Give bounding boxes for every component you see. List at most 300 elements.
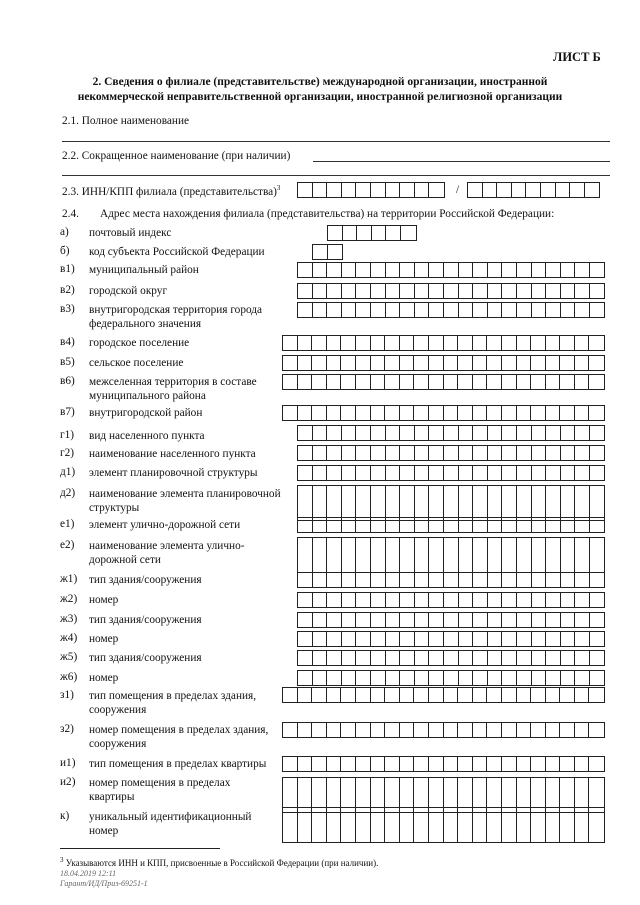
char-cell[interactable] [385, 723, 400, 737]
char-cell[interactable] [298, 303, 313, 317]
char-cell[interactable] [561, 593, 576, 607]
char-cell[interactable] [327, 613, 342, 627]
char-cell[interactable] [459, 573, 474, 587]
address-item-field[interactable] [327, 225, 417, 241]
char-cell[interactable] [502, 446, 517, 460]
char-cell[interactable] [429, 757, 444, 771]
char-cell[interactable] [487, 375, 502, 389]
char-cell[interactable] [298, 486, 313, 520]
char-cell[interactable] [298, 613, 313, 627]
char-cell[interactable] [502, 356, 517, 370]
char-cell[interactable] [531, 688, 546, 702]
char-cell[interactable] [327, 593, 342, 607]
char-cell[interactable] [561, 466, 576, 480]
char-cell[interactable] [371, 538, 386, 572]
char-cell[interactable] [483, 183, 498, 197]
char-cell[interactable] [575, 538, 590, 572]
char-cell[interactable] [386, 613, 401, 627]
char-cell[interactable] [327, 356, 342, 370]
char-cell[interactable] [517, 723, 532, 737]
char-cell[interactable] [561, 284, 576, 298]
char-cell[interactable] [429, 518, 444, 532]
char-cell[interactable] [414, 723, 429, 737]
char-cell[interactable] [444, 263, 459, 277]
char-cell[interactable] [459, 671, 474, 685]
char-cell[interactable] [532, 613, 547, 627]
char-cell[interactable] [517, 426, 532, 440]
char-cell[interactable] [575, 375, 590, 389]
char-cell[interactable] [488, 671, 503, 685]
char-cell[interactable] [541, 183, 556, 197]
char-cell[interactable] [488, 518, 503, 532]
char-cell[interactable] [371, 632, 386, 646]
char-cell[interactable] [575, 486, 590, 520]
address-item-field[interactable] [297, 612, 605, 628]
char-cell[interactable] [327, 573, 342, 587]
char-cell[interactable] [313, 284, 328, 298]
char-cell[interactable] [560, 356, 575, 370]
char-cell[interactable] [502, 723, 517, 737]
char-cell[interactable] [415, 613, 430, 627]
char-cell[interactable] [517, 356, 532, 370]
char-cell[interactable] [386, 671, 401, 685]
char-cell[interactable] [560, 688, 575, 702]
char-cell[interactable] [429, 486, 444, 520]
char-cell[interactable] [327, 303, 342, 317]
char-cell[interactable] [502, 808, 517, 842]
char-cell[interactable] [546, 303, 561, 317]
address-item-field[interactable] [297, 445, 605, 461]
char-cell[interactable] [517, 593, 532, 607]
char-cell[interactable] [488, 426, 503, 440]
char-cell[interactable] [589, 406, 604, 420]
char-cell[interactable] [400, 426, 415, 440]
char-cell[interactable] [342, 183, 357, 197]
char-cell[interactable] [531, 723, 546, 737]
char-cell[interactable] [386, 651, 401, 665]
char-cell[interactable] [342, 466, 357, 480]
char-cell[interactable] [429, 573, 444, 587]
char-cell[interactable] [532, 671, 547, 685]
char-cell[interactable] [589, 356, 604, 370]
char-cell[interactable] [590, 651, 605, 665]
char-cell[interactable] [560, 808, 575, 842]
char-cell[interactable] [313, 651, 328, 665]
char-cell[interactable] [468, 183, 483, 197]
char-cell[interactable] [502, 375, 517, 389]
char-cell[interactable] [488, 632, 503, 646]
char-cell[interactable] [356, 757, 371, 771]
char-cell[interactable] [341, 723, 356, 737]
char-cell[interactable] [429, 466, 444, 480]
char-cell[interactable] [575, 613, 590, 627]
char-cell[interactable] [386, 183, 401, 197]
char-cell[interactable] [459, 593, 474, 607]
char-cell[interactable] [458, 375, 473, 389]
char-cell[interactable] [526, 183, 541, 197]
char-cell[interactable] [415, 593, 430, 607]
char-cell[interactable] [327, 375, 342, 389]
char-cell[interactable] [327, 336, 342, 350]
char-cell[interactable] [561, 538, 576, 572]
char-cell[interactable] [546, 613, 561, 627]
char-cell[interactable] [590, 446, 605, 460]
char-cell[interactable] [517, 573, 532, 587]
char-cell[interactable] [312, 723, 327, 737]
char-cell[interactable] [517, 808, 532, 842]
char-cell[interactable] [328, 245, 343, 259]
char-cell[interactable] [342, 593, 357, 607]
char-cell[interactable] [590, 426, 605, 440]
char-cell[interactable] [400, 336, 415, 350]
char-cell[interactable] [487, 356, 502, 370]
char-cell[interactable] [546, 671, 561, 685]
char-cell[interactable] [327, 183, 342, 197]
address-item-field[interactable] [297, 517, 605, 533]
char-cell[interactable] [444, 757, 459, 771]
char-cell[interactable] [532, 573, 547, 587]
char-cell[interactable] [517, 757, 532, 771]
address-item-field[interactable] [282, 374, 605, 390]
char-cell[interactable] [371, 303, 386, 317]
char-cell[interactable] [561, 613, 576, 627]
char-cell[interactable] [312, 757, 327, 771]
char-cell[interactable] [487, 688, 502, 702]
char-cell[interactable] [560, 336, 575, 350]
char-cell[interactable] [400, 486, 415, 520]
char-cell[interactable] [532, 486, 547, 520]
char-cell[interactable] [371, 406, 386, 420]
char-cell[interactable] [327, 632, 342, 646]
char-cell[interactable] [283, 688, 298, 702]
char-cell[interactable] [341, 336, 356, 350]
char-cell[interactable] [356, 808, 371, 842]
char-cell[interactable] [327, 284, 342, 298]
char-cell[interactable] [488, 446, 503, 460]
char-cell[interactable] [459, 303, 474, 317]
char-cell[interactable] [386, 573, 401, 587]
char-cell[interactable] [342, 446, 357, 460]
char-cell[interactable] [473, 375, 488, 389]
char-cell[interactable] [502, 573, 517, 587]
char-cell[interactable] [502, 486, 517, 520]
char-cell[interactable] [444, 671, 459, 685]
char-cell[interactable] [415, 651, 430, 665]
char-cell[interactable] [531, 808, 546, 842]
char-cell[interactable] [371, 688, 386, 702]
char-cell[interactable] [400, 573, 415, 587]
char-cell[interactable] [488, 651, 503, 665]
char-cell[interactable] [298, 757, 313, 771]
char-cell[interactable] [356, 651, 371, 665]
char-cell[interactable] [372, 226, 387, 240]
char-cell[interactable] [561, 303, 576, 317]
char-cell[interactable] [502, 284, 517, 298]
char-cell[interactable] [429, 688, 444, 702]
char-cell[interactable] [400, 284, 415, 298]
char-cell[interactable] [313, 263, 328, 277]
char-cell[interactable] [298, 632, 313, 646]
char-cell[interactable] [313, 573, 328, 587]
char-cell[interactable] [473, 757, 488, 771]
char-cell[interactable] [560, 723, 575, 737]
char-cell[interactable] [385, 375, 400, 389]
char-cell[interactable] [502, 538, 517, 572]
address-item-field[interactable] [297, 537, 605, 573]
char-cell[interactable] [386, 446, 401, 460]
char-cell[interactable] [414, 336, 429, 350]
char-cell[interactable] [356, 486, 371, 520]
char-cell[interactable] [575, 808, 590, 842]
char-cell[interactable] [532, 263, 547, 277]
address-item-field[interactable] [297, 592, 605, 608]
char-cell[interactable] [342, 263, 357, 277]
char-cell[interactable] [342, 486, 357, 520]
char-cell[interactable] [589, 375, 604, 389]
char-cell[interactable] [473, 688, 488, 702]
char-cell[interactable] [589, 336, 604, 350]
char-cell[interactable] [371, 808, 386, 842]
char-cell[interactable] [561, 671, 576, 685]
char-cell[interactable] [298, 406, 313, 420]
char-cell[interactable] [356, 573, 371, 587]
char-cell[interactable] [283, 808, 298, 842]
char-cell[interactable] [386, 284, 401, 298]
char-cell[interactable] [444, 486, 459, 520]
char-cell[interactable] [590, 303, 605, 317]
char-cell[interactable] [502, 466, 517, 480]
char-cell[interactable] [386, 303, 401, 317]
char-cell[interactable] [458, 757, 473, 771]
char-cell[interactable] [429, 426, 444, 440]
char-cell[interactable] [298, 671, 313, 685]
char-cell[interactable] [298, 446, 313, 460]
char-cell[interactable] [546, 406, 561, 420]
char-cell[interactable] [313, 538, 328, 572]
char-cell[interactable] [356, 446, 371, 460]
char-cell[interactable] [356, 263, 371, 277]
char-cell[interactable] [561, 518, 576, 532]
char-cell[interactable] [502, 688, 517, 702]
char-cell[interactable] [532, 538, 547, 572]
char-cell[interactable] [560, 406, 575, 420]
char-cell[interactable] [502, 613, 517, 627]
char-cell[interactable] [546, 426, 561, 440]
char-cell[interactable] [444, 406, 459, 420]
char-cell[interactable] [531, 336, 546, 350]
char-cell[interactable] [546, 446, 561, 460]
char-cell[interactable] [298, 518, 313, 532]
char-cell[interactable] [429, 671, 444, 685]
char-cell[interactable] [298, 688, 313, 702]
char-cell[interactable] [512, 183, 527, 197]
char-cell[interactable] [415, 518, 430, 532]
char-cell[interactable] [341, 375, 356, 389]
char-cell[interactable] [488, 303, 503, 317]
char-cell[interactable] [371, 723, 386, 737]
char-cell[interactable] [488, 263, 503, 277]
char-cell[interactable] [371, 613, 386, 627]
char-cell[interactable] [327, 518, 342, 532]
char-cell[interactable] [575, 688, 590, 702]
char-cell[interactable] [546, 375, 561, 389]
char-cell[interactable] [414, 757, 429, 771]
char-cell[interactable] [327, 263, 342, 277]
char-cell[interactable] [429, 284, 444, 298]
char-cell[interactable] [502, 518, 517, 532]
char-cell[interactable] [327, 688, 342, 702]
char-cell[interactable] [327, 808, 342, 842]
char-cell[interactable] [327, 538, 342, 572]
char-cell[interactable] [561, 486, 576, 520]
char-cell[interactable] [575, 426, 590, 440]
char-cell[interactable] [517, 375, 532, 389]
char-cell[interactable] [298, 723, 313, 737]
char-cell[interactable] [570, 183, 585, 197]
char-cell[interactable] [487, 406, 502, 420]
char-cell[interactable] [341, 356, 356, 370]
char-cell[interactable] [473, 573, 488, 587]
char-cell[interactable] [459, 538, 474, 572]
char-cell[interactable] [327, 446, 342, 460]
char-cell[interactable] [415, 263, 430, 277]
char-cell[interactable] [459, 466, 474, 480]
address-item-field[interactable] [297, 670, 605, 686]
char-cell[interactable] [342, 426, 357, 440]
char-cell[interactable] [429, 538, 444, 572]
char-cell[interactable] [444, 688, 459, 702]
char-cell[interactable] [561, 263, 576, 277]
char-cell[interactable] [473, 356, 488, 370]
char-cell[interactable] [298, 183, 313, 197]
char-cell[interactable] [517, 486, 532, 520]
char-cell[interactable] [531, 406, 546, 420]
char-cell[interactable] [386, 632, 401, 646]
char-cell[interactable] [473, 632, 488, 646]
char-cell[interactable] [313, 613, 328, 627]
char-cell[interactable] [371, 375, 386, 389]
char-cell[interactable] [532, 426, 547, 440]
address-item-field[interactable] [297, 262, 605, 278]
char-cell[interactable] [561, 426, 576, 440]
char-cell[interactable] [386, 518, 401, 532]
char-cell[interactable] [532, 632, 547, 646]
char-cell[interactable] [298, 538, 313, 572]
char-cell[interactable] [589, 688, 604, 702]
char-cell[interactable] [531, 757, 546, 771]
char-cell[interactable] [532, 593, 547, 607]
char-cell[interactable] [342, 303, 357, 317]
char-cell[interactable] [371, 518, 386, 532]
char-cell[interactable] [590, 632, 605, 646]
char-cell[interactable] [327, 406, 342, 420]
char-cell[interactable] [444, 723, 459, 737]
char-cell[interactable] [312, 688, 327, 702]
char-cell[interactable] [356, 284, 371, 298]
char-cell[interactable] [342, 573, 357, 587]
char-cell[interactable] [517, 446, 532, 460]
char-cell[interactable] [400, 406, 415, 420]
char-cell[interactable] [415, 632, 430, 646]
char-cell[interactable] [341, 688, 356, 702]
char-cell[interactable] [400, 688, 415, 702]
inn-field[interactable] [297, 182, 445, 198]
char-cell[interactable] [502, 336, 517, 350]
char-cell[interactable] [400, 263, 415, 277]
char-cell[interactable] [458, 808, 473, 842]
char-cell[interactable] [342, 632, 357, 646]
char-cell[interactable] [575, 284, 590, 298]
address-item-field[interactable] [282, 807, 605, 843]
char-cell[interactable] [386, 466, 401, 480]
char-cell[interactable] [343, 226, 358, 240]
char-cell[interactable] [356, 183, 371, 197]
char-cell[interactable] [356, 466, 371, 480]
char-cell[interactable] [473, 613, 488, 627]
char-cell[interactable] [356, 426, 371, 440]
address-item-field[interactable] [312, 244, 343, 260]
char-cell[interactable] [487, 336, 502, 350]
char-cell[interactable] [400, 183, 415, 197]
char-cell[interactable] [386, 263, 401, 277]
char-cell[interactable] [400, 613, 415, 627]
char-cell[interactable] [473, 466, 488, 480]
char-cell[interactable] [429, 303, 444, 317]
char-cell[interactable] [415, 183, 430, 197]
char-cell[interactable] [532, 303, 547, 317]
char-cell[interactable] [546, 573, 561, 587]
char-cell[interactable] [473, 426, 488, 440]
char-cell[interactable] [429, 651, 444, 665]
char-cell[interactable] [575, 573, 590, 587]
char-cell[interactable] [356, 303, 371, 317]
char-cell[interactable] [444, 284, 459, 298]
char-cell[interactable] [341, 808, 356, 842]
char-cell[interactable] [590, 486, 605, 520]
char-cell[interactable] [590, 593, 605, 607]
char-cell[interactable] [371, 593, 386, 607]
char-cell[interactable] [298, 375, 313, 389]
char-cell[interactable] [473, 486, 488, 520]
char-cell[interactable] [590, 263, 605, 277]
char-cell[interactable] [487, 808, 502, 842]
char-cell[interactable] [575, 723, 590, 737]
char-cell[interactable] [590, 613, 605, 627]
char-cell[interactable] [298, 573, 313, 587]
char-cell[interactable] [458, 356, 473, 370]
char-cell[interactable] [459, 651, 474, 665]
char-cell[interactable] [429, 336, 444, 350]
char-cell[interactable] [575, 671, 590, 685]
char-cell[interactable] [473, 538, 488, 572]
char-cell[interactable] [575, 446, 590, 460]
char-cell[interactable] [415, 671, 430, 685]
char-cell[interactable] [473, 593, 488, 607]
char-cell[interactable] [502, 303, 517, 317]
char-cell[interactable] [327, 757, 342, 771]
char-cell[interactable] [371, 651, 386, 665]
char-cell[interactable] [342, 284, 357, 298]
char-cell[interactable] [327, 466, 342, 480]
char-cell[interactable] [283, 723, 298, 737]
char-cell[interactable] [517, 336, 532, 350]
char-cell[interactable] [283, 406, 298, 420]
char-cell[interactable] [487, 723, 502, 737]
char-cell[interactable] [298, 651, 313, 665]
char-cell[interactable] [400, 466, 415, 480]
char-cell[interactable] [312, 808, 327, 842]
address-item-field[interactable] [297, 283, 605, 299]
